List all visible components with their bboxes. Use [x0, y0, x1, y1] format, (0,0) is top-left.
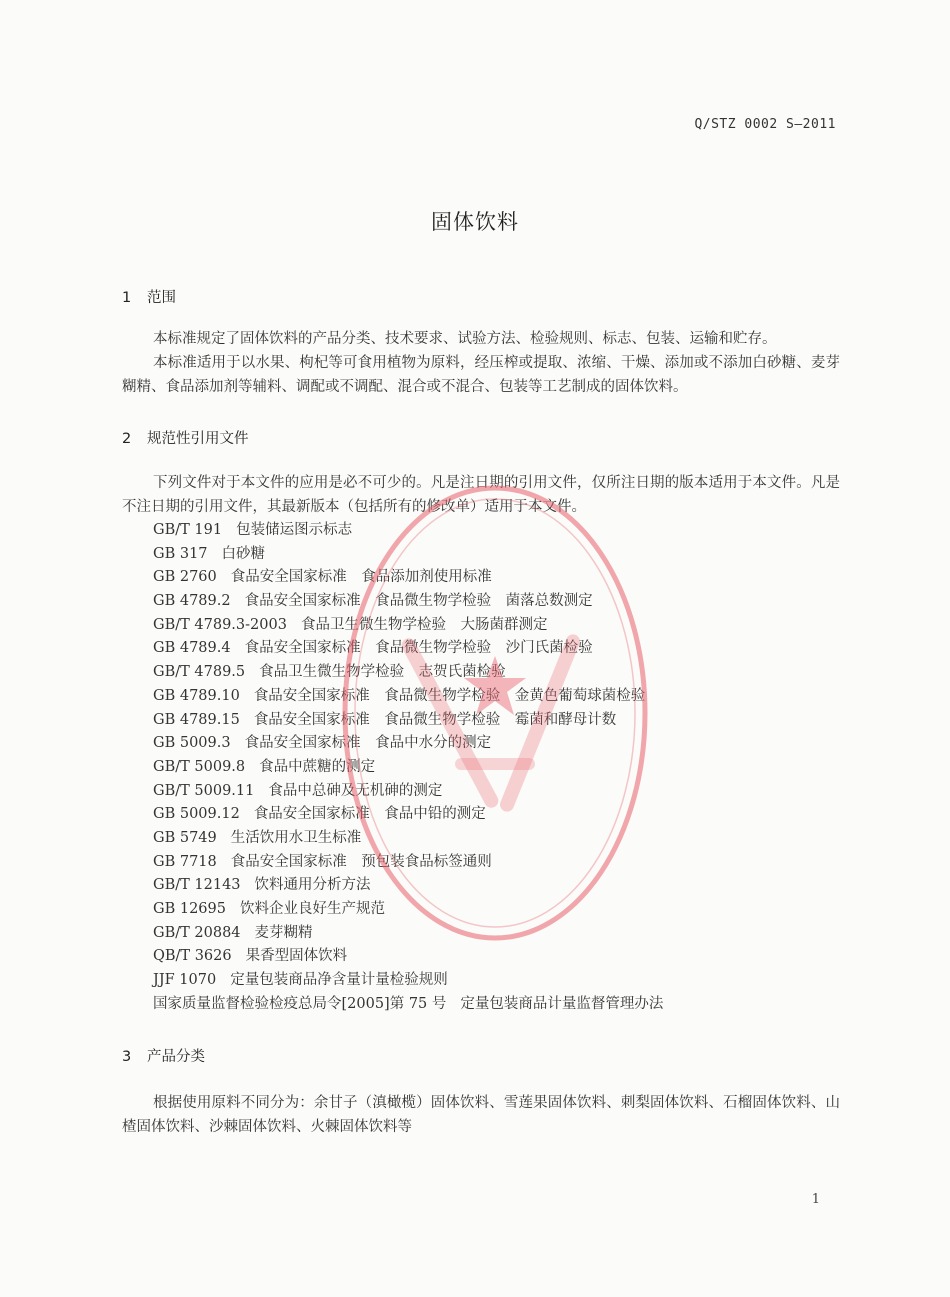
reference-code: GB 4789.2 — [153, 593, 231, 610]
reference-title: 食品安全国家标准 食品添加剂使用标准 — [230, 569, 492, 586]
reference-title: 食品中蔗糖的测定 — [259, 758, 376, 775]
section-heading-scope — [122, 286, 176, 307]
reference-title: 生活饮用水卫生标准 — [230, 829, 362, 846]
reference-title: 麦芽糊精 — [254, 924, 313, 941]
standard-code: Q/STZ 0002 S—2011 — [694, 117, 836, 132]
section-heading-references — [122, 427, 249, 448]
reference-code: GB 4789.10 — [153, 687, 240, 704]
section-title: 规范性引用文件 — [147, 431, 249, 447]
reference-title: 食品安全国家标准 预包装食品标签通则 — [230, 853, 492, 870]
reference-title: 食品安全国家标准 食品微生物学检验 霉菌和酵母计数 — [253, 711, 617, 728]
reference-code: GB 12695 — [153, 901, 226, 917]
reference-title: 定量包装商品净含量计量检验规则 — [230, 972, 448, 989]
section-title: 产品分类 — [147, 1049, 205, 1065]
reference-item — [153, 945, 663, 969]
reference-title: 食品安全国家标准 食品微生物学检验 金黄色葡萄球菌检验 — [253, 687, 646, 704]
reference-title: 定量包装商品计量监督管理办法 — [460, 995, 664, 1012]
page-number: 1 — [811, 1192, 820, 1207]
reference-item — [153, 874, 663, 898]
reference-item — [153, 993, 663, 1017]
reference-item — [153, 709, 663, 733]
reference-title: 白砂糖 — [221, 545, 266, 562]
reference-title: 食品安全国家标准 食品微生物学检验 菌落总数测定 — [244, 593, 593, 610]
reference-code: GB 317 — [153, 545, 208, 562]
reference-code: GB/T 191 — [153, 522, 223, 538]
reference-code: GB/T 5009.8 — [153, 758, 246, 775]
reference-item — [153, 922, 663, 946]
section-number: 1 — [122, 290, 132, 306]
reference-item — [153, 756, 663, 780]
reference-item — [153, 851, 663, 875]
reference-title: 食品安全国家标准 食品中水分的测定 — [244, 735, 492, 752]
scope-paragraph-2: 本标准适用于以水果、枸杞等可食用植物为原料，经压榨或提取、浓缩、干燥、添加或不添加白砂糖、麦芽糊精、食品添加剂等辅料、调配或不调配、混合或不混合、包装等工艺制成的固体饮料。 — [122, 355, 840, 395]
classification-paragraph: 根据使用原料不同分为：余甘子（滇橄榄）固体饮料、雪莲果固体饮料、刺梨固体饮料、石榴固体饮料、山楂固体饮料、沙棘固体饮料、火棘固体饮料等 — [122, 1095, 840, 1135]
reference-code: GB/T 20884 — [153, 924, 241, 941]
reference-item — [153, 519, 663, 543]
reference-code: GB/T 5009.11 — [153, 782, 255, 799]
reference-code: GB 4789.4 — [153, 640, 231, 657]
reference-code: GB 4789.15 — [153, 711, 240, 728]
reference-item — [153, 543, 663, 567]
section-number: 2 — [122, 431, 132, 447]
reference-code: GB 5009.12 — [153, 806, 240, 823]
reference-code: 国家质量监督检验检疫总局令[2005]第 75 号 — [153, 995, 447, 1012]
reference-code: GB 5749 — [153, 829, 217, 846]
document-title: 固体饮料 — [431, 210, 519, 234]
reference-list — [153, 519, 663, 1016]
reference-item — [153, 685, 663, 709]
reference-item — [153, 590, 663, 614]
reference-code: JJF 1070 — [153, 972, 217, 989]
reference-title: 食品安全国家标准 食品中铅的测定 — [253, 806, 486, 823]
reference-title: 果香型固体饮料 — [245, 948, 348, 965]
reference-code: GB 2760 — [153, 569, 217, 586]
reference-item — [153, 969, 663, 993]
reference-item — [153, 732, 663, 756]
section-heading-classification — [122, 1045, 205, 1066]
reference-title: 食品中总砷及无机砷的测定 — [268, 782, 443, 799]
reference-item — [153, 780, 663, 804]
reference-item — [153, 614, 663, 638]
reference-item — [153, 566, 663, 590]
reference-item — [153, 803, 663, 827]
section-number: 3 — [122, 1049, 132, 1065]
reference-code: GB/T 4789.5 — [153, 664, 246, 681]
reference-title: 包装储运图示标志 — [236, 522, 353, 538]
reference-code: GB 7718 — [153, 853, 217, 870]
reference-item — [153, 827, 663, 851]
reference-code: GB/T 4789.3-2003 — [153, 616, 287, 633]
reference-code: QB/T 3626 — [153, 948, 232, 965]
references-intro: 下列文件对于本文件的应用是必不可少的。凡是注日期的引用文件，仅所注日期的版本适用于本文件。凡是不注日期的引用文件，其最新版本（包括所有的修改单）适用于本文件。 — [122, 475, 840, 515]
reference-code: GB/T 12143 — [153, 877, 241, 894]
reference-title: 食品卫生微生物学检验 志贺氏菌检验 — [259, 664, 506, 681]
reference-title: 饮料通用分析方法 — [254, 877, 371, 894]
reference-title: 饮料企业良好生产规范 — [239, 901, 385, 917]
reference-title: 食品安全国家标准 食品微生物学检验 沙门氏菌检验 — [244, 640, 593, 657]
reference-code: GB 5009.3 — [153, 735, 231, 752]
reference-title: 食品卫生微生物学检验 大肠菌群测定 — [300, 616, 548, 633]
reference-item — [153, 661, 663, 685]
scope-paragraph-1: 本标准规定了固体饮料的产品分类、技术要求、试验方法、检验规则、标志、包装、运输和贮存。 — [153, 331, 777, 347]
reference-item — [153, 637, 663, 661]
section-title: 范围 — [147, 290, 176, 306]
reference-item — [153, 898, 663, 922]
